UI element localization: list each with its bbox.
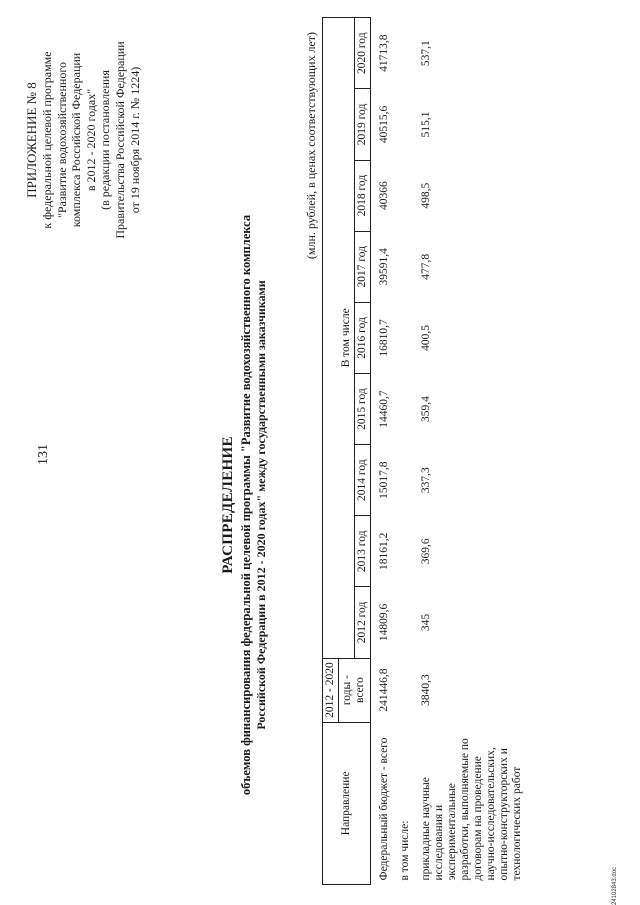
appendix-title: ПРИЛОЖЕНИЕ № 8 (24, 82, 39, 198)
header-year: 2018 год (354, 160, 370, 231)
heading-title: РАСПРЕДЕЛЕНИЕ (220, 436, 236, 574)
header-year: 2016 год (354, 302, 370, 373)
header-year: 2012 год (354, 587, 370, 658)
cell-value: 400,5 (419, 324, 432, 351)
cell-value: 18161,2 (377, 532, 390, 571)
page-number: 131 (36, 444, 51, 465)
appendix-line: "Развитие водохозяйственного (54, 62, 69, 218)
row-label: прикладные научные исследования и экспериментальные разработки, выполняемые по договорам на проведение научно-исследовательских, опытно-конструкторских и технологических работ (419, 738, 523, 881)
cell-value: 359,4 (419, 396, 432, 422)
cell-value: 14809,6 (377, 603, 390, 642)
cell-value: 498,5 (419, 182, 432, 209)
row-total (395, 658, 416, 722)
table-row (395, 18, 416, 885)
document-filename: 24102843.doc (612, 866, 618, 905)
appendix-line: (в редакции постановления (98, 70, 113, 210)
row-label: в том числе: (398, 820, 411, 881)
cell-value: 40515,6 (377, 105, 390, 144)
empty-cells (395, 18, 416, 659)
row-total: 241446,8 (377, 668, 390, 712)
appendix-block (24, 15, 142, 265)
document-heading (220, 185, 268, 825)
table-row (370, 18, 395, 885)
cell-value: 39591,4 (377, 248, 390, 286)
appendix-line: в 2012 - 2020 годах" (83, 88, 98, 192)
cell-value: 40366 (377, 181, 390, 210)
cell-value: 16810,7 (377, 319, 390, 357)
header-total-line2: годы - всего (339, 658, 371, 722)
financing-table (322, 17, 528, 885)
appendix-line: Правительства Российской Федерации (112, 41, 127, 239)
heading-line-1: объемов финансирования федеральной целевой программы "Развитие водохозяйственного комплекса (239, 214, 253, 796)
cell-value: 41713,8 (377, 34, 390, 72)
header-year: 2020 год (354, 18, 370, 89)
header-spacer (323, 18, 339, 659)
header-year: 2017 год (354, 231, 370, 302)
units-note: (млн. рублей, в ценах соответствующих лет) (304, 32, 318, 260)
header-direction: Направление (323, 722, 371, 884)
appendix-line: комплекса Российской Федерации (69, 52, 84, 228)
header-total-line1: 2012 - 2020 (323, 658, 339, 722)
cell-value: 337,3 (419, 467, 432, 494)
cell-value: 14460,7 (377, 390, 390, 428)
header-year: 2015 год (354, 373, 370, 444)
appendix-line: от 19 ноября 2014 г. № 1224) (127, 66, 142, 214)
table-row (416, 18, 528, 885)
cell-value: 15017,8 (377, 461, 390, 499)
cell-value: 345 (419, 613, 432, 632)
cell-value: 369,6 (419, 538, 432, 565)
heading-line-2: Российской Федерации в 2012 - 2020 годах" между государственными заказчиками (254, 280, 268, 730)
cell-value: 537,1 (419, 40, 432, 67)
row-total: 3840,3 (419, 674, 432, 706)
row-label: Федеральный бюджет - всего (377, 737, 390, 881)
cell-value: 515,1 (419, 111, 432, 138)
header-year: 2019 год (354, 89, 370, 160)
appendix-line: к федеральной целевой программе (40, 51, 54, 229)
header-year: 2013 год (354, 516, 370, 587)
cell-value: 477,8 (419, 253, 432, 280)
header-year: 2014 год (354, 445, 370, 516)
header-group: В том числе (339, 18, 355, 659)
